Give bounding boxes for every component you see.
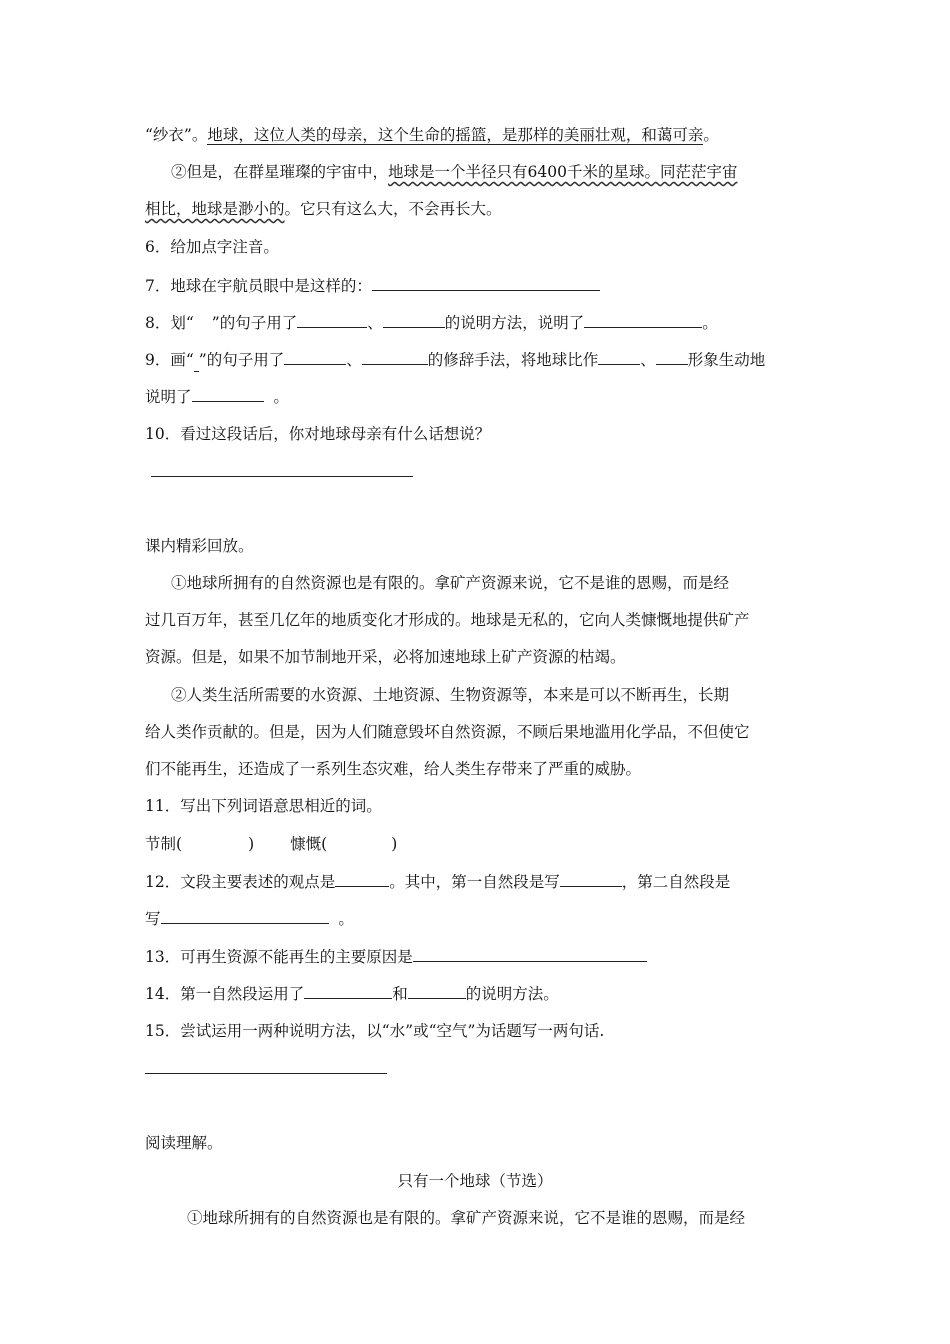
question-9-line2 [145, 385, 289, 408]
question-9-blank-3[interactable] [598, 348, 640, 365]
question-8-text-c: 的说明方法，说明了 [444, 314, 585, 332]
s2-para1-line2: 过几百万年，甚至几亿年的地质变化才形成的。地球是无私的，它向人类慷慨地提供矿产 [145, 611, 750, 629]
question-13-blank[interactable] [413, 945, 647, 962]
question-7-text: 7．地球在宇航员眼中是这样的： [145, 277, 372, 295]
question-10-answer-line[interactable] [151, 476, 413, 477]
question-9-blank-2[interactable] [362, 348, 428, 365]
passage1-text-c: 。 [703, 126, 719, 144]
question-12-text-b: 。其中，第一自然段是写 [389, 873, 560, 891]
question-12-text-a: 12．文段主要表述的观点是 [145, 873, 336, 891]
question-12-blank-3[interactable] [161, 907, 329, 924]
question-9-sep: 、 [346, 351, 362, 369]
question-8-blank-2[interactable] [383, 311, 445, 328]
question-14-blank-1[interactable] [304, 982, 392, 999]
question-11: 11．写出下列词语意思相近的词。 [145, 797, 382, 815]
word-kangkai-close: ) [391, 835, 398, 853]
section-2-heading: 课内精彩回放。 [145, 537, 254, 555]
s2-para1-line3: 资源。但是，如果不加节制地开采，必将加速地球上矿产资源的枯竭。 [145, 648, 626, 666]
passage2-wavy-sentence-2: 相比，地球是渺小的 [145, 200, 285, 218]
s2-para2-line2: 给人类作贡献的。但是，因为人们随意毁坏自然资源，不顾后果地滥用化学品，不但使它 [145, 723, 750, 741]
question-14-text-a: 14．第一自然段运用了 [145, 985, 305, 1003]
question-12-line2 [145, 907, 354, 930]
word-jiezhi-close: ) [248, 835, 255, 853]
question-9-text-d: 、 [640, 351, 656, 369]
question-8 [145, 311, 718, 334]
question-9-text-g: 。 [273, 388, 289, 406]
question-13 [145, 945, 647, 968]
question-13-text: 13．可再生资源不能再生的主要原因是 [145, 948, 413, 966]
question-14 [145, 982, 559, 1005]
passage2-wavy-sentence-1: 地球是一个半径只有6400千米的星球。同茫茫宇宙 [388, 163, 738, 181]
question-12-blank-1[interactable] [335, 870, 389, 887]
question-7-answer-blank[interactable] [372, 274, 600, 291]
passage2-text-a: ②但是，在群星璀璨的宇宙中， [171, 163, 389, 181]
question-9-blank-1[interactable] [284, 348, 346, 365]
question-15-answer-line[interactable] [145, 1073, 387, 1074]
question-8-sep: 、 [367, 314, 383, 332]
question-9-text-b: ”的句子用了 [198, 351, 285, 369]
question-12-text-d: 写 [145, 910, 161, 928]
question-9-text-a: 9．画“ [145, 351, 194, 369]
question-8-text-d: 。 [702, 314, 718, 332]
question-11-words [145, 833, 397, 855]
question-15: 15．尝试运用一两种说明方法，以“水”或“空气”为话题写一两句话. [145, 1022, 605, 1040]
passage2-text-b: 。它只有这么大，不会再长大。 [284, 200, 502, 218]
word-jiezhi: 节制( [145, 835, 183, 853]
question-9-text-c: 的修辞手法，将地球比作 [427, 351, 599, 369]
question-10: 10．看过这段话后，你对地球母亲有什么话想说？ [145, 425, 491, 443]
question-8-blank-1[interactable] [297, 311, 367, 328]
question-9 [145, 348, 765, 372]
question-9-blank-5[interactable] [192, 385, 264, 402]
passage2-line1 [171, 161, 737, 183]
question-14-text-c: 的说明方法。 [465, 985, 559, 1003]
question-12 [145, 870, 730, 893]
passage2-line2 [145, 198, 502, 220]
question-9-blank-4[interactable] [656, 348, 688, 365]
word-kangkai: 慷慨( [290, 835, 328, 853]
wavy-mark-sample [194, 312, 212, 334]
question-12-text-e: 。 [338, 910, 354, 928]
question-6: 6．给加点字注音。 [145, 238, 279, 256]
s3-para1-line1: ①地球所拥有的自然资源也是有限的。拿矿产资源来说，它不是谁的恩赐，而是经 [187, 1209, 746, 1227]
section-3-heading: 阅读理解。 [145, 1134, 223, 1152]
question-8-text-a: 8．划“ [145, 314, 194, 332]
question-7 [145, 274, 600, 297]
question-9-text-e: 形象生动地 [687, 351, 766, 369]
passage1-line [145, 124, 719, 146]
question-9-text-f: 说明了 [145, 388, 192, 406]
s2-para1-line1: ①地球所拥有的自然资源也是有限的。拿矿产资源来说，它不是谁的恩赐，而是经 [171, 574, 730, 592]
question-12-blank-2[interactable] [560, 870, 622, 887]
question-8-blank-3[interactable] [584, 311, 702, 328]
section-3-title: 只有一个地球（节选） [397, 1172, 553, 1190]
question-8-text-b: ”的句子用了 [211, 314, 298, 332]
question-12-text-c: ，第二自然段是 [621, 873, 731, 891]
s2-para2-line1: ②人类生活所需要的水资源、土地资源、生物资源等，本来是可以不断再生，长期 [171, 686, 730, 704]
passage1-underlined-sentence: 地球，这位人类的母亲，这个生命的摇篮，是那样的美丽壮观，和蔼可亲 [207, 126, 704, 144]
question-14-blank-2[interactable] [408, 982, 466, 999]
question-14-text-b: 和 [392, 985, 408, 1003]
passage1-text-a: “纱衣”。 [145, 126, 208, 144]
s2-para2-line3: 们不能再生，还造成了一系列生态灾难，给人类生存带来了严重的威胁。 [145, 760, 642, 778]
